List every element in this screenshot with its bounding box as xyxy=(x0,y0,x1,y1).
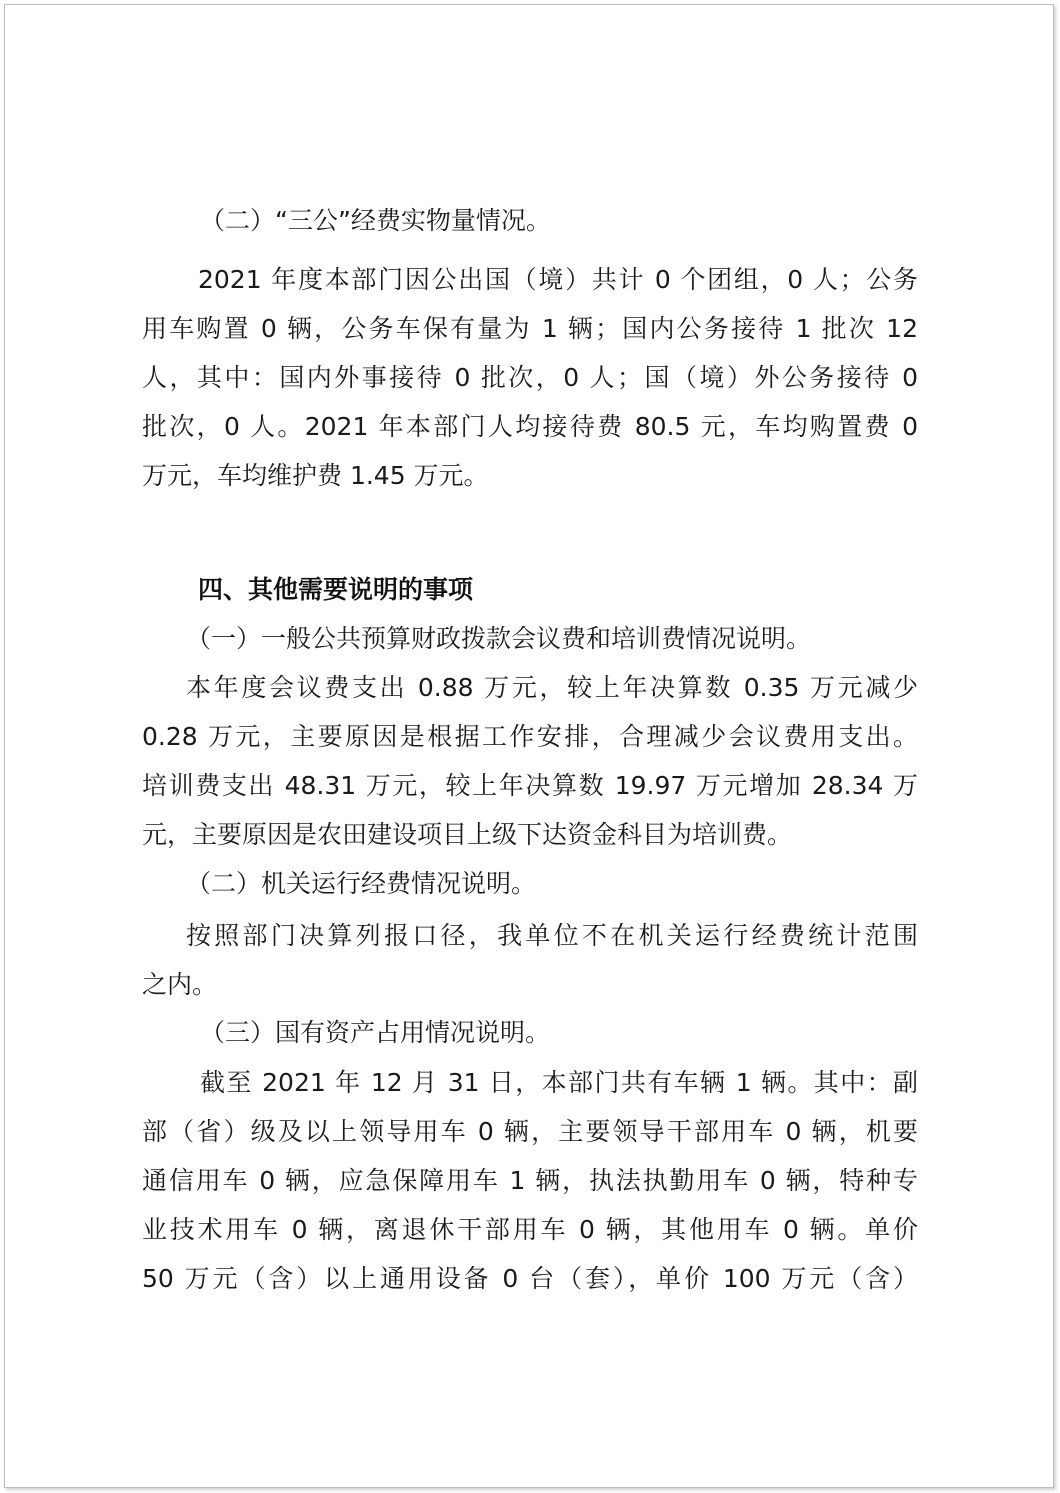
paragraph-line: 业技术用车 0 辆，离退休干部用车 0 辆，其他用车 0 辆。单价 xyxy=(142,1215,918,1244)
paragraph-line: 元，主要原因是农田建设项目上级下达资金科目为培训费。 xyxy=(142,820,793,849)
paragraph-line: 之内。 xyxy=(142,970,218,999)
subsection-heading-state-assets: （三）国有资产占用情况说明。 xyxy=(200,1018,551,1047)
paragraph-line: 2021 年度本部门因公出国（境）共计 0 个团组，0 人；公务 xyxy=(198,265,918,294)
paragraph-line: 截至 2021 年 12 月 31 日，本部门共有车辆 1 辆。其中：副 xyxy=(200,1068,918,1097)
paragraph-line: 批次，0 人。2021 年本部门人均接待费 80.5 元，车均购置费 0 xyxy=(142,412,918,441)
paragraph-line: 人，其中：国内外事接待 0 批次，0 人；国（境）外公务接待 0 xyxy=(142,363,918,392)
paragraph-line: 培训费支出 48.31 万元，较上年决算数 19.97 万元增加 28.34 万 xyxy=(142,771,918,800)
paragraph-line: 万元，车均维护费 1.45 万元。 xyxy=(142,461,489,490)
paragraph-line: 本年度会议费支出 0.88 万元，较上年决算数 0.35 万元减少 xyxy=(186,673,918,702)
paragraph-line: 按照部门决算列报口径，我单位不在机关运行经费统计范围 xyxy=(186,921,918,950)
paragraph-line: 部（省）级及以上领导用车 0 辆，主要领导干部用车 0 辆，机要 xyxy=(142,1117,918,1146)
paragraph-line: 用车购置 0 辆，公务车保有量为 1 辆；国内公务接待 1 批次 12 xyxy=(142,314,918,343)
paragraph-line: 0.28 万元，主要原因是根据工作安排，合理减少会议费用支出。 xyxy=(142,722,918,751)
section-heading-other-matters: 四、其他需要说明的事项 xyxy=(198,575,474,604)
subsection-heading-meeting-training: （一）一般公共预算财政拨款会议费和培训费情况说明。 xyxy=(186,624,812,653)
paragraph-line: 通信用车 0 辆，应急保障用车 1 辆，执法执勤用车 0 辆，特种专 xyxy=(142,1166,918,1195)
subsection-heading-sangong: （二）“三公”经费实物量情况。 xyxy=(200,206,551,235)
paragraph-line: 50 万元（含）以上通用设备 0 台（套），单价 100 万元（含） xyxy=(142,1264,918,1293)
subsection-heading-operating-expenses: （二）机关运行经费情况说明。 xyxy=(186,869,537,898)
